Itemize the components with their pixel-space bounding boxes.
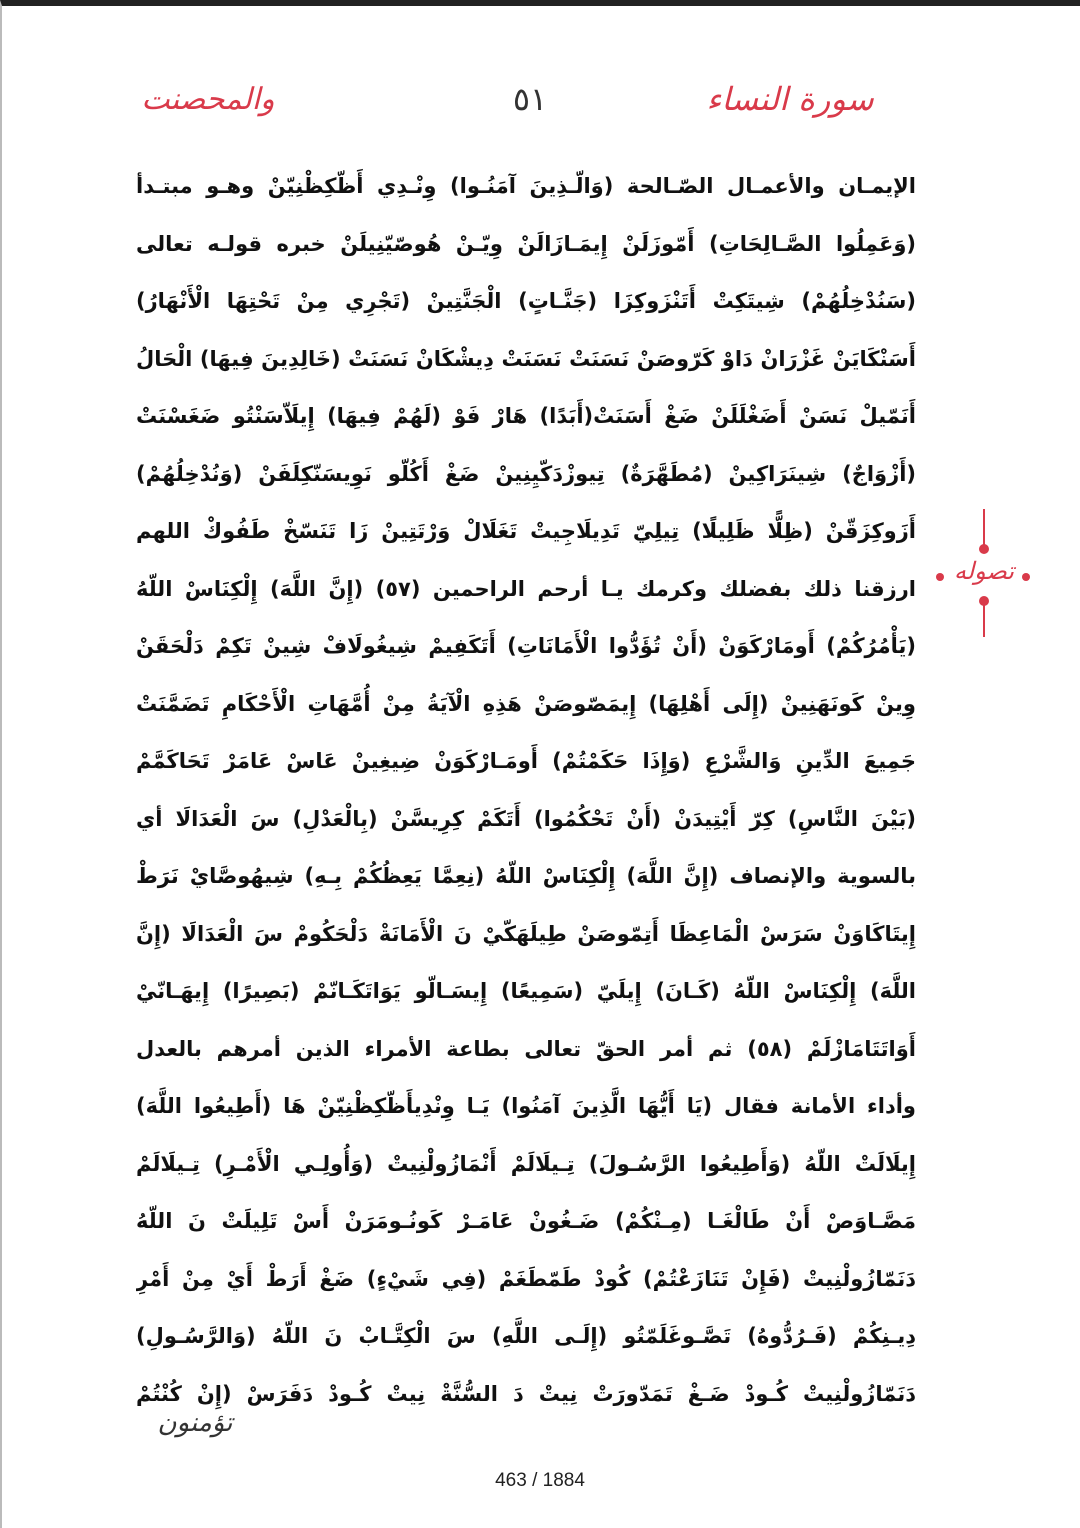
margin-note-text: تصوله (953, 557, 1015, 585)
text-line: (سَنُدْخِلُهُمْ) شِيتَكِتْ أَتَنْزَوكِزَا (جَنَّـاتٍ) الْجَنَّتِينْ (تَجْرِي مِنْ تَحْتِهَا الْأَنْهَارُ) (136, 289, 916, 313)
text-line: (أَزْوَاجٌ) شِينَرَاكِينْ (مُطَهَّرَةٌ) تِيوزْدَكّيِنِينْ ضَغْ أَكُلّو نَوِيسَنّكِلَفَنْ (وَنُدْخِلُهُمْ) (136, 461, 916, 486)
header-catchword: والمحصنت (141, 82, 275, 117)
text-line: ارزقنا ذلك بفضلك وكرمك يـا أرحم الراحمين (٥٧) (إِنَّ اللَّهَ) إِلْكِنَاسْ اللّهُ (136, 576, 916, 601)
text-line: إِيتَاكَاوَنْ سَرَسْ الْمَاعِظَا أَتِمّوصَنْ طِيلَهَكّيْ نَ الْأَمَانَةْ دَلْحَكُومْ سَ الْعَدَالَا (إِنَّ (136, 921, 916, 946)
text-line: أَزَوكِزَقّنْ (ظِلًّا ظَلِيلًا) تِيلِيّ تَدِيلَاجِيتْ تَغَلَالْ وَرْتَتِينْ زَا تَنَسّخْ طَفُوكْ اللهم (136, 519, 916, 543)
text-line: جَمِيعَ الدِّينِ وَالشَّرْعِ (وَإِذَا حَكَمْتُمْ) أَومَـارْكَوَنْ ضِيغِينْ عَاسْ عَامَرْ تَحَاكَمَّمْ (136, 749, 916, 773)
text-line: دَنَمّازُولْنِيتْ (فَإِنْ تَنَازَعْتُمْ) كُودْ طَمّطَغَمْ (فِي شَيْءٍ) ضَغْ أَرَطْ أَيْ مِنْ أَمْرِ (136, 1266, 916, 1291)
page-number: ٥١ (512, 80, 548, 118)
text-line: دِيـنِكُمْ (فَـرُدُّوهُ) تَصَّـوغَلَمّتُو (إِلَـى اللَّهِ) سَ الْكِتَّـابْ نَ اللّهُ (وَالرَّسُـولِ) (136, 1324, 916, 1348)
text-line: وِينْ كَونَهَنِينْ (إِلَى أَهْلِهَا) إِيمَصّوصَنْ هَذِهِ الْآيَةُ مِنْ أُمَّهَاتِ الْأَحْكَامِ تَضَمَّنَتْ (136, 691, 916, 716)
body-text (136, 158, 916, 1423)
footer-catchword: تؤمنون (157, 1408, 233, 1438)
text-line: بالسوية والإنصاف (إِنَّ اللَّهَ) إِلْكِنَاسْ اللّهُ (نِعِمَّا يَعِظُكُمْ بِـهِ) شِيهُوصَّايْ نَرَطْ (136, 864, 916, 888)
text-line: مَصَّـاوَصْ أَنْ طَالْغَـا (مِـنْكُمْ) ضَـغُونْ عَامَـرْ كَونُـومَرَنْ أَسْ تَلِيلَتْ نَ اللّهُ (136, 1209, 916, 1233)
text-line: الإيمـان والأعمـال الصّـالحة (وَالّـذِينَ آمَنُـوا) وِنْـدِي أَظّكِظْنِيّنْ وهـو مبتـدأ (136, 174, 916, 198)
text-line: دَنَمّازُولْنِيتْ كُـودْ ضَـغْ تَمَدّورَتْ نِيتْ دَ السُّنَّةْ نِيتْ كُـودْ دَفَرَسْ (إِنْ كُنْتُمْ (136, 1381, 916, 1406)
text-line: أَسَنْكَايَنْ غَزْرَانْ دَاوْ كَرّوصَنْ نَسَنَتْ نَسَنَتْ دِيشْكَانْ نَسَنَتْ (خَالِدِينَ فِيهَا) الْحَالُ (136, 346, 916, 371)
text-line: (بَيْنَ النَّاسِ) كِرّ أَيْتِيدَنْ (أَنْ تَحْكُمُوا) أَتَكَمْ كِرِيسَّنْ (بِالْعَدْلِ) سَ الْعَدَالَا أي (136, 806, 916, 831)
text-line: اللَّهَ) إِلْكِنَاسْ اللّهُ (كَـانَ) إِيلَيّ (سَمِيعًا) إِيسَـالّو يَوَاتَكَـانّمْ (بَصِيرًا) إِيهَـانّيْ (136, 979, 916, 1003)
text-line: إِيلَالَتْ اللّهُ (وَأَطِيعُوا الرَّسُـولَ) تِـيلَالَمْ أَنْمَازُولْنِيتْ (وَأُولِـي الْأَمْـرِ) تِـيلَالَمْ (136, 1151, 916, 1176)
text-line: وأداء الأمانة فقال (يَا أَيُّهَا الَّذِينَ آمَنُوا) يَـا وِنْدِيأَظّكِظْنِيّنْ هَا (أَطِيعُوا اللَّهَ) (136, 1094, 916, 1118)
text-line: (وَعَمِلُوا الصَّـالِحَاتِ) أَمّوزَلَنْ إِيمَـازَالَنْ وِيّـنْ هُوصّيّنِيلَنْ خبره قولـه تعالى (136, 231, 916, 256)
text-line: أَوَاتَتَامَازْلَمْ (٥٨) ثم أمر الحقّ تعالى بطاعة الأمراء الذين أمرهم بالعدل (136, 1036, 916, 1061)
text-line: (يَأْمُرُكُمْ) أَومَارْكَوَنْ (أَنْ تُؤَدُّوا الْأَمَانَاتِ) أَتَكَفِيمْ شِيغُولَافْ شِينْ تَكِمْ دَلْحَقَنْ (136, 634, 916, 658)
margin-annotation (928, 505, 1038, 645)
surah-title: سورة النساء (706, 80, 874, 118)
page-counter: 463 / 1884 (495, 1470, 585, 1491)
text-line: أَنَمّيلْ نَسَنْ أَضَغْلَلَنْ ضَغْ أَسَنَتْ(أَبَدًا) هَارْ فَوْ (لَهُمْ فِيهَا) إِيلَاّسَنْتُو ضَغَسْنَتْ (136, 404, 916, 428)
